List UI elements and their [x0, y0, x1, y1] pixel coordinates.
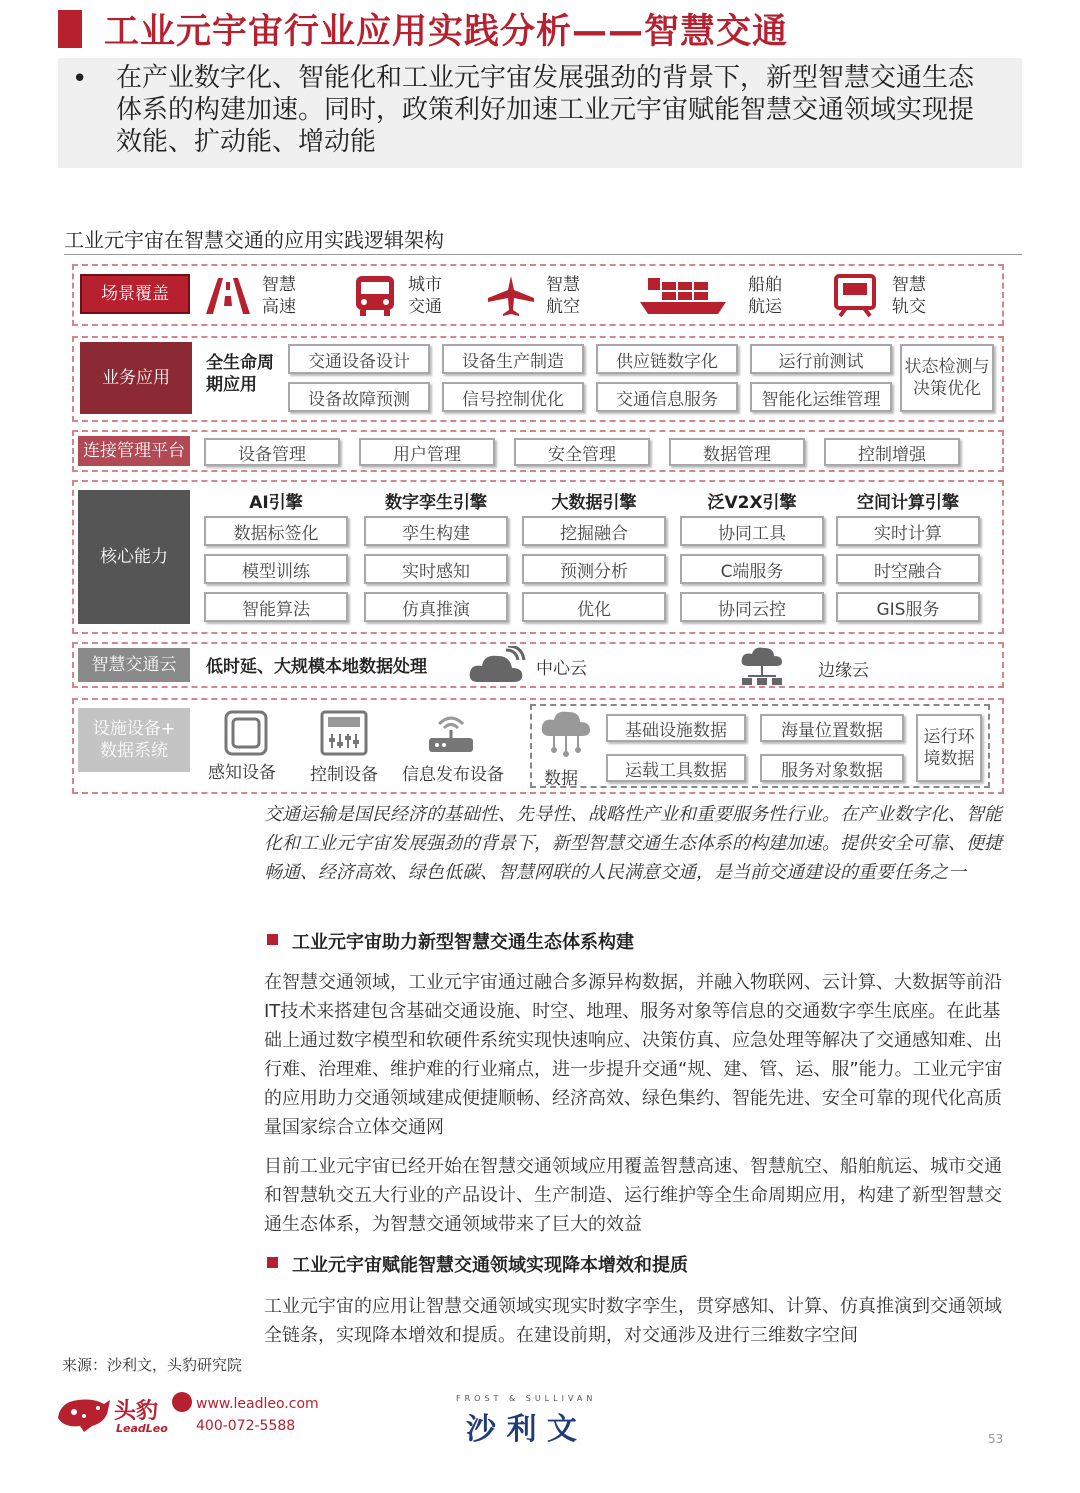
engine-item: 模型训练 — [204, 554, 348, 584]
device-label: 感知设备 — [208, 763, 276, 783]
biz-item: 智能化运维管理 — [750, 382, 892, 412]
diagram-title: 工业元宇宙在智慧交通的应用实践逻辑架构 — [64, 228, 444, 252]
control-device-icon — [320, 710, 368, 760]
biz-item: 交通设备设计 — [288, 344, 430, 374]
edge-cloud-icon — [740, 646, 784, 690]
engine-title: 空间计算引擎 — [857, 493, 959, 513]
engine-item: C端服务 — [680, 554, 824, 584]
platform-item: 控制增强 — [824, 438, 960, 466]
scene-item-highway: 智慧 高速 — [262, 275, 296, 317]
engine-item: 实时计算 — [836, 516, 980, 546]
source-note: 来源：沙利文，头豹研究院 — [62, 1356, 243, 1374]
engine-item: 实时感知 — [364, 554, 508, 584]
infra-label: 设施设备+ 数据系统 — [78, 708, 190, 772]
ship-icon — [638, 274, 728, 322]
summary-text: 在产业数字化、智能化和工业元宇宙发展强劲的背景下，新型智慧交通生态体系的构建加速。同时，政策利好加速工业元宇宙赋能智慧交通领域实现提效能、扩动能、增动能 — [116, 63, 975, 157]
scene-label: 场景覆盖 — [80, 274, 190, 314]
platform-row — [72, 430, 1004, 472]
business-label: 业务应用 — [80, 342, 192, 414]
engine-title: 数字孪生引擎 — [385, 493, 487, 513]
engine-title: 大数据引擎 — [551, 493, 637, 513]
device-label: 控制设备 — [310, 765, 378, 785]
platform-item: 安全管理 — [514, 438, 650, 466]
data-system-block — [530, 704, 990, 788]
platform-label: 连接管理平台 — [78, 436, 190, 466]
e-logo-icon — [172, 1392, 192, 1412]
section-marker — [267, 934, 278, 945]
page-number: 53 — [988, 1432, 1004, 1446]
scene-item-city-traffic: 城市 交通 — [408, 275, 442, 317]
platform-item: 数据管理 — [669, 438, 805, 466]
footer-phone: 400-072-5588 — [196, 1418, 296, 1434]
section1-paragraph2: 目前工业元宇宙已经开始在智慧交通领域应用覆盖智慧高速、智慧航空、船舶航运、城市交通和智慧轨交五大行业的产品设计、生产制造、运行维护等全生命周期应用，构建了新型智慧交通生态体系，为智慧交通领域带来了巨大的效益 — [264, 1156, 1002, 1235]
title-accent-bar — [58, 10, 82, 48]
biz-item: 运行前测试 — [750, 344, 892, 374]
scene-item-aviation: 智慧 航空 — [546, 275, 580, 317]
partner-en: FROST & SULLIVAN — [456, 1394, 597, 1403]
data-item: 运载工具数据 — [606, 754, 746, 782]
section-heading: 工业元宇宙助力新型智慧交通生态体系构建 — [292, 932, 634, 953]
diagram-divider — [64, 254, 1022, 255]
core-row — [72, 480, 1004, 634]
biz-item: 信号控制优化 — [442, 382, 584, 412]
engine-item: 预测分析 — [522, 554, 666, 584]
bus-icon — [352, 274, 398, 322]
engine-item: 仿真推演 — [364, 592, 508, 622]
data-cloud-icon — [540, 710, 592, 762]
engine-item: 协同工具 — [680, 516, 824, 546]
biz-item: 设备故障预测 — [288, 382, 430, 412]
edge-cloud-label: 边缘云 — [818, 661, 869, 681]
center-cloud-label: 中心云 — [536, 659, 587, 679]
airplane-icon — [486, 274, 536, 322]
engine-item: 优化 — [522, 592, 666, 622]
road-icon — [204, 276, 252, 320]
cloud-desc: 低时延、大规模本地数据处理 — [206, 657, 427, 677]
cloud-icon — [468, 646, 526, 690]
env-data-box: 运行环 境数据 — [916, 714, 982, 782]
cloud-label: 智慧交通云 — [78, 648, 190, 682]
train-icon — [832, 274, 878, 322]
footer-url[interactable]: www.leadleo.com — [196, 1396, 319, 1412]
brand-en: LeadLeo — [116, 1422, 168, 1435]
intro-paragraph: 交通运输是国民经济的基础性、先导性、战略性产业和重要服务性行业。在产业数字化、智能化和工业元宇宙发展强劲的背景下，新型智慧交通生态体系的构建加速。提供安全可靠、便捷畅通、经济高效、绿色低碳、智慧网联的人民满意交通，是当前交通建设的重要任务之一 — [264, 804, 1002, 883]
engine-item: 数据标签化 — [204, 516, 348, 546]
summary-bullet: • — [72, 64, 88, 94]
data-label: 数据 — [544, 769, 578, 789]
engine-title: 泛V2X引擎 — [707, 493, 797, 513]
sensor-device-icon — [224, 710, 268, 760]
scene-row — [72, 264, 1004, 326]
platform-item: 用户管理 — [359, 438, 495, 466]
section2-paragraph1: 工业元宇宙的应用让智慧交通领域实现实时数字孪生，贯穿感知、计算、仿真推演到交通领域全链条，实现降本增效和提质。在建设前期，对交通涉及进行三维数字空间 — [264, 1296, 1002, 1346]
partner-cn: 沙 利 文 — [466, 1412, 577, 1447]
infra-row — [72, 698, 1004, 794]
brand-cn: 头豹 — [114, 1399, 159, 1424]
biz-item: 设备生产制造 — [442, 344, 584, 374]
section1-paragraph1: 在智慧交通领域，工业元宇宙通过融合多源异构数据，并融入物联网、云计算、大数据等前沿IT技术来搭建包含基础交通设施、时空、地理、服务对象等信息的交通数字孪生底座。在此基础上通过数字模型和软硬件系统实现快速响应、决策仿真、应急处理等解决了交通感知难、出行难、治理难、维护难的行业痛点，进一步提升交通“规、建、管、运、服”能力。工业元宇宙的应用助力交通领域建成便捷顺畅、经济高效、绿色集约、智能先进、安全可靠的现代化高质量国家综合立体交通网 — [264, 972, 1003, 1138]
engine-item: 孪生构建 — [364, 516, 508, 546]
scene-item-rail: 智慧 轨交 — [892, 275, 926, 317]
engine-item: 挖掘融合 — [522, 516, 666, 546]
router-icon — [426, 708, 476, 758]
core-label: 核心能力 — [78, 490, 190, 624]
data-item: 基础设施数据 — [606, 714, 746, 742]
device-label: 信息发布设备 — [402, 765, 504, 785]
scene-item-shipping: 船舶 航运 — [748, 275, 782, 317]
data-item: 服务对象数据 — [760, 754, 904, 782]
biz-item: 交通信息服务 — [596, 382, 738, 412]
engine-item: 智能算法 — [204, 592, 348, 622]
page-title: 工业元宇宙行业应用实践分析——智慧交通 — [104, 12, 789, 52]
lifecycle-label: 全生命周 期应用 — [206, 353, 274, 395]
engine-item: 协同云控 — [680, 592, 824, 622]
engine-title: AI引擎 — [249, 493, 303, 513]
engine-item: GIS服务 — [836, 592, 980, 622]
business-row — [72, 336, 1004, 422]
platform-item: 设备管理 — [204, 438, 340, 466]
data-item: 海量位置数据 — [760, 714, 904, 742]
engine-item: 时空融合 — [836, 554, 980, 584]
cloud-row — [72, 642, 1004, 688]
state-monitoring-box: 状态检测与 决策优化 — [900, 344, 994, 412]
section-marker — [267, 1257, 278, 1268]
section-heading: 工业元宇宙赋能智慧交通领域实现降本增效和提质 — [292, 1255, 688, 1276]
biz-item: 供应链数字化 — [596, 344, 738, 374]
leopard-logo-icon — [54, 1394, 112, 1438]
